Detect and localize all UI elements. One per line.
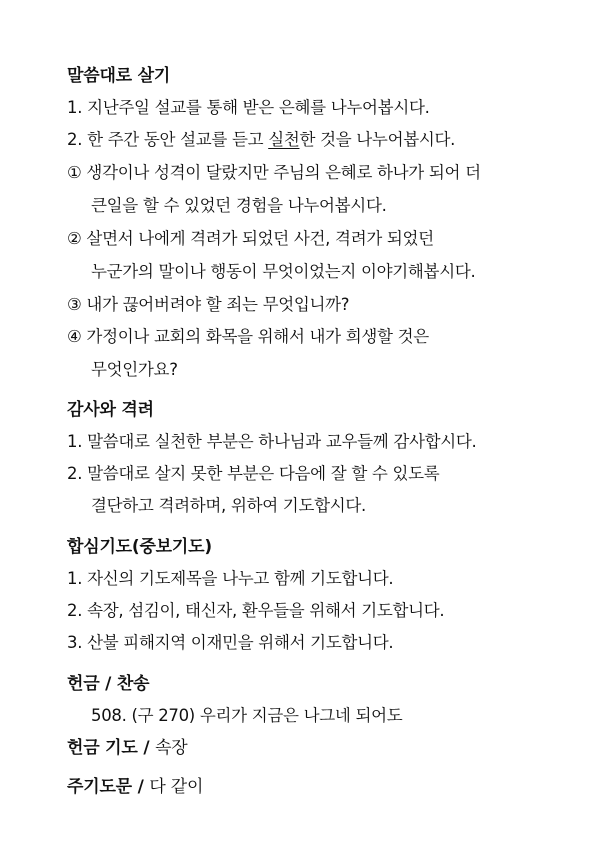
list-item: ④ 가정이나 교회의 화목을 위해서 내가 희생할 것은 xyxy=(67,327,429,346)
list-item: 2. 말씀대로 살지 못한 부분은 다음에 잘 할 수 있도록 xyxy=(67,464,440,483)
list-item-practice xyxy=(67,130,455,150)
lords-prayer-participants: 다 같이 xyxy=(149,777,204,797)
hymn-entry: 508. (구 270) 우리가 지금은 나그네 되어도 xyxy=(91,706,403,725)
list-item: ② 살면서 나에게 격려가 되었던 사건, 격려가 되었던 xyxy=(67,229,434,248)
list-item: ③ 내가 끊어버려야 할 죄는 무엇입니까? xyxy=(67,295,350,314)
underlined-word: 실천 xyxy=(268,130,300,149)
list-item-continuation: 결단하고 격려하며, 위하여 기도합시다. xyxy=(91,496,366,515)
list-item-continuation: 큰일을 할 수 있었던 경험을 나누어봅시다. xyxy=(91,196,387,215)
lords-prayer-label: 주기도문 / xyxy=(67,777,150,797)
section-title-offering-hymn: 헌금 / 찬송 xyxy=(67,674,150,694)
section-title-thanks-encouragement: 감사와 격려 xyxy=(67,400,154,420)
section-title-offering-prayer xyxy=(67,738,188,758)
section-title-living-by-word: 말씀대로 살기 xyxy=(67,66,171,86)
list-item: ① 생각이나 성격이 달랐지만 주님의 은혜로 하나가 되어 더 xyxy=(67,163,481,182)
offering-prayer-leader: 속장 xyxy=(155,738,188,758)
section-title-intercessory-prayer: 합심기도(중보기도) xyxy=(67,537,212,557)
offering-prayer-label: 헌금 기도 / xyxy=(67,738,156,758)
list-item-text-after: 한 것을 나누어봅시다. xyxy=(299,130,456,149)
list-item-continuation: 무엇인가요? xyxy=(91,360,178,379)
list-item-continuation: 누군가의 말이나 행동이 무엇이었는지 이야기해봅시다. xyxy=(91,262,476,281)
list-item: 1. 말씀대로 실천한 부분은 하나님과 교우들께 감사합시다. xyxy=(67,432,477,451)
list-item: 1. 지난주일 설교를 통해 받은 은혜를 나누어봅시다. xyxy=(67,98,430,117)
section-title-lords-prayer xyxy=(67,777,203,797)
list-item: 3. 산불 피해지역 이재민을 위해서 기도합니다. xyxy=(67,633,394,652)
list-item: 2. 속장, 섬김이, 태신자, 환우들을 위해서 기도합니다. xyxy=(67,601,445,620)
list-item-text-before: 2. 한 주간 동안 설교를 듣고 xyxy=(67,130,269,149)
list-item: 1. 자신의 기도제목을 나누고 함께 기도합니다. xyxy=(67,569,394,588)
